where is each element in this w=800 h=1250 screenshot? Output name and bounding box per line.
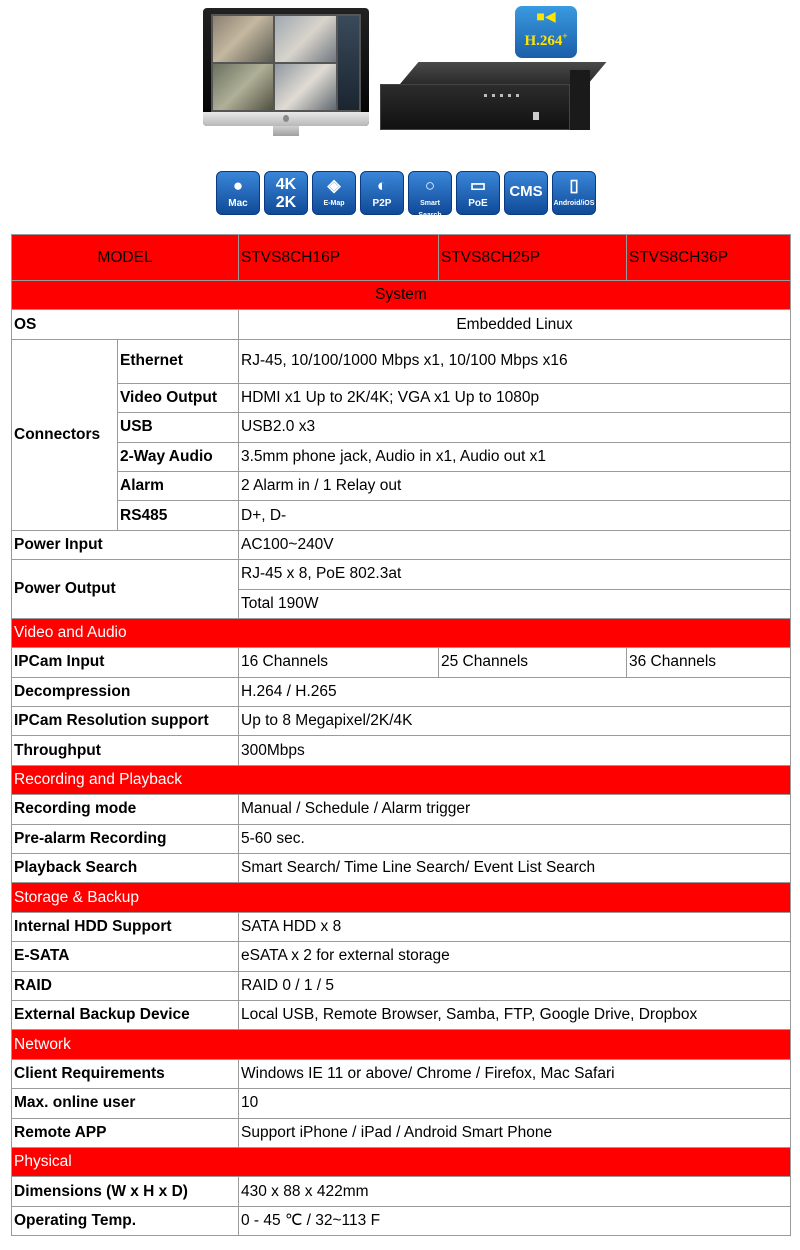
section-physical: Physical bbox=[12, 1147, 791, 1176]
monitor-image bbox=[203, 8, 369, 132]
section-network: Network bbox=[12, 1030, 791, 1059]
smart-search-icon: ○ Smart Search bbox=[408, 171, 452, 215]
table-row: Power Output RJ-45 x 8, PoE 802.3at bbox=[12, 560, 791, 589]
nvr-device-image bbox=[380, 62, 590, 142]
mac-icon: ● Mac bbox=[216, 171, 260, 215]
feature-icon-row bbox=[216, 171, 596, 219]
table-row: Connectors Ethernet RJ-45, 10/100/1000 Mbps x1, 10/100 Mbps x16 bbox=[12, 339, 791, 383]
table-row: IPCam Input 16 Channels 25 Channels 36 Channels bbox=[12, 648, 791, 677]
table-row: USB USB2.0 x3 bbox=[12, 413, 791, 442]
poe-icon: ▭ PoE bbox=[456, 171, 500, 215]
table-row: OS Embedded Linux bbox=[12, 310, 791, 339]
table-row: Video Output HDMI x1 Up to 2K/4K; VGA x1 Up to 1080p bbox=[12, 383, 791, 412]
table-row: Decompression H.264 / H.265 bbox=[12, 677, 791, 706]
table-row: Dimensions (W x H x D) 430 x 88 x 422mm bbox=[12, 1177, 791, 1206]
p2p-icon: ◐ P2P bbox=[360, 171, 404, 215]
table-row: Operating Temp. 0 - 45 ℃ / 32~113 F bbox=[12, 1206, 791, 1235]
cms-icon: CMS bbox=[504, 171, 548, 215]
camera-icon: ■◀ bbox=[536, 8, 556, 24]
table-header-row bbox=[12, 235, 791, 281]
table-row: External Backup Device Local USB, Remote Browser, Samba, FTP, Google Drive, Dropbox bbox=[12, 1000, 791, 1029]
table-row: Recording mode Manual / Schedule / Alarm trigger bbox=[12, 795, 791, 824]
table-row: IPCam Resolution support Up to 8 Megapixel/2K/4K bbox=[12, 707, 791, 736]
e-map-icon: ◈ E-Map bbox=[312, 171, 356, 215]
table-row: RS485 D+, D- bbox=[12, 501, 791, 530]
h264-label: H.264 bbox=[524, 33, 563, 49]
table-row: Internal HDD Support SATA HDD x 8 bbox=[12, 912, 791, 941]
model-1: STVS8CH16P bbox=[239, 235, 439, 281]
table-row: Total 190W bbox=[12, 589, 791, 618]
model-3: STVS8CH36P bbox=[627, 235, 791, 281]
h264-badge: ■◀ H.264+ bbox=[515, 6, 577, 58]
table-row: Throughput 300Mbps bbox=[12, 736, 791, 765]
android-ios-icon: ▯ Android/iOS bbox=[552, 171, 596, 215]
table-row: Client Requirements Windows IE 11 or above/ Chrome / Firefox, Mac Safari bbox=[12, 1059, 791, 1088]
table-row: Playback Search Smart Search/ Time Line Search/ Event List Search bbox=[12, 854, 791, 883]
table-row: Max. online user 10 bbox=[12, 1089, 791, 1118]
table-row: RAID RAID 0 / 1 / 5 bbox=[12, 971, 791, 1000]
table-row: Remote APP Support iPhone / iPad / Android Smart Phone bbox=[12, 1118, 791, 1147]
4k2k-icon: 4K 2K bbox=[264, 171, 308, 215]
connectors-label: Connectors bbox=[12, 339, 118, 530]
section-recording: Recording and Playback bbox=[12, 765, 791, 794]
section-video-audio: Video and Audio bbox=[12, 618, 791, 647]
table-row: 2-Way Audio 3.5mm phone jack, Audio in x1, Audio out x1 bbox=[12, 442, 791, 471]
product-hero bbox=[0, 0, 800, 232]
model-header: MODEL bbox=[12, 235, 239, 281]
section-storage: Storage & Backup bbox=[12, 883, 791, 912]
table-row: E-SATA eSATA x 2 for external storage bbox=[12, 942, 791, 971]
spec-table bbox=[11, 234, 791, 1236]
table-row: Pre-alarm Recording 5-60 sec. bbox=[12, 824, 791, 853]
model-2: STVS8CH25P bbox=[439, 235, 627, 281]
section-system: System bbox=[12, 281, 791, 310]
table-row: Power Input AC100~240V bbox=[12, 530, 791, 559]
table-row: Alarm 2 Alarm in / 1 Relay out bbox=[12, 471, 791, 500]
